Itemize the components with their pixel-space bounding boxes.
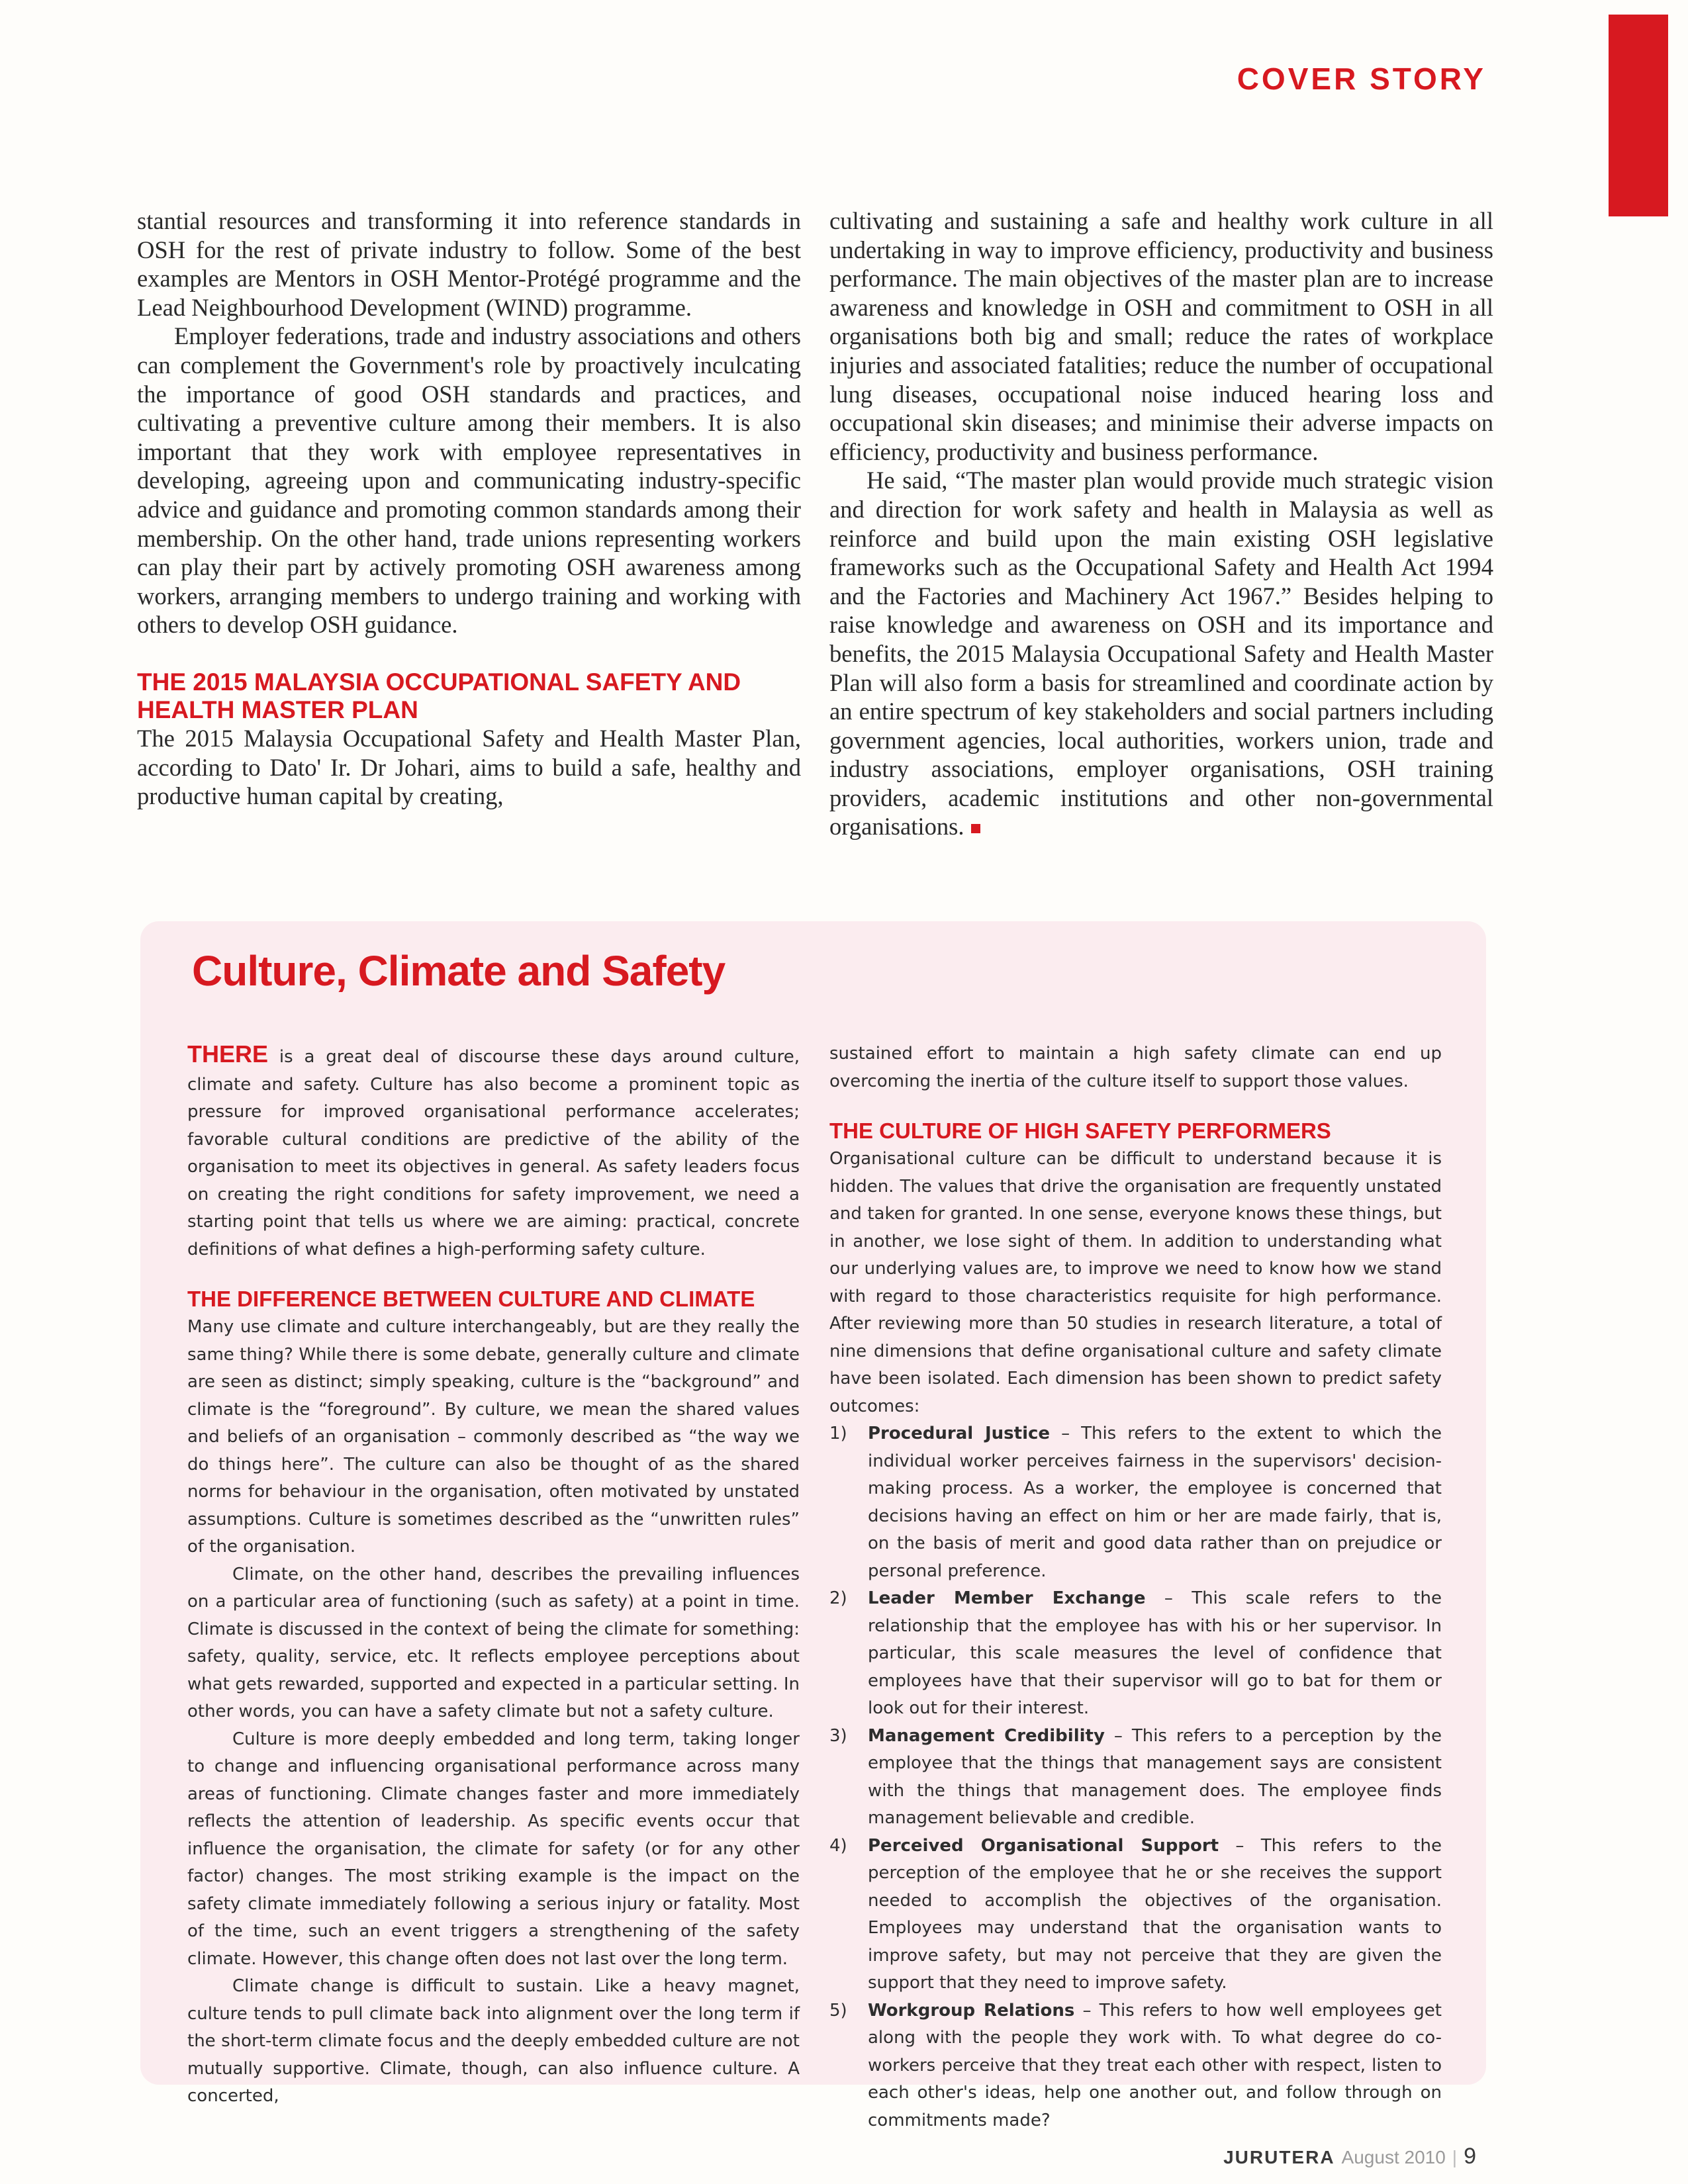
sidebar-column-left (187, 1040, 800, 2111)
article-subheading: THE 2015 MALAYSIA OCCUPATIONAL SAFETY AND HEALTH MASTER PLAN (137, 668, 741, 723)
sidebar-lead-word: THERE (187, 1040, 269, 1068)
dimension-number: 5) (829, 2000, 847, 2021)
sidebar-intro (187, 1040, 800, 1263)
dimension-body (868, 1997, 1442, 2135)
dimension-body (868, 1585, 1442, 1723)
dimension-text: – This scale refers to the relationship that the employee has with his or her supervisor. In particular, this scale measures the level of confidence that employees have that their supervisor will go to bat for them or look out for their interest. (868, 1588, 1442, 1718)
dimension-text: – This refers to the perception of the employee that he or she receives the support needed to accomplish the objectives of the organisation. Employees may understand that the organisation wants to improve safety, but may not perceive that they are given the support that they need to improve safety. (868, 1835, 1442, 1993)
dimension-number: 1) (829, 1424, 847, 1443)
sidebar-heading-difference: THE DIFFERENCE BETWEEN CULTURE AND CLIMATE (187, 1287, 755, 1311)
sidebar-intro-text: is a great deal of discourse these days around culture, climate and safety. Culture has also become a prominent topic as pressure for improved organisational performance accelerates; favorable cultural conditions are predictive of the ability of the organisation to meet its objectives in general. As safety leaders focus on creating the right conditions for safety improvement, we need a starting point that tells us where we are aiming: practical, concrete definitions of what defines a high-performing safety culture. (187, 1047, 800, 1259)
article-column-right (829, 206, 1493, 841)
dimension-number: 3) (829, 1725, 847, 1746)
dimension-item (829, 1723, 1442, 1833)
sidebar-paragraph: Organisational culture can be difficult to understand because it is hidden. The values that drive the organisation are frequently unstated and taken for granted. In one sense, everyone knows these things, but in another, we lose sight of them. In addition to understanding what our underlying values are, to improve we need to know how we stand with regard to those characteristics requisite for high performance. After reviewing more than 50 studies in research literature, a total of nine dimensions that define organisational culture and safety climate have been isolated. Each dimension has been shown to predict safety outcomes: (829, 1149, 1442, 1416)
dimension-body (868, 1833, 1442, 1997)
dimension-text: – This refers to a perception by the employee that the things that management says are consistent with the things that management does. The employee finds management believable and credible. (868, 1725, 1442, 1828)
sidebar-paragraph: sustained effort to maintain a high safety climate can end up overcoming the inertia of the culture itself to support those values. (829, 1044, 1442, 1091)
end-of-article-mark (971, 824, 980, 833)
dimension-item (829, 1997, 1442, 2135)
page-number: 9 (1464, 2144, 1476, 2169)
dimension-item (829, 1420, 1442, 1585)
dimension-number: 2) (829, 1588, 847, 1608)
article-paragraph: stantial resources and transforming it into reference standards in OSH for the rest of private industry to follow. Some of the best examples are Mentors in OSH Mentor-Protégé programme and the Lead Neighbourhood Development (WIND) programme. (137, 207, 801, 321)
sidebar-heading-performers: THE CULTURE OF HIGH SAFETY PERFORMERS (829, 1118, 1331, 1143)
section-color-tab (1609, 15, 1668, 216)
article-paragraph: Employer federations, trade and industry associations and others can complement the Government's role by proactively inculcating the importance of good OSH standards and practices, and cultivating a preventive culture among their members. It is also important that they work with employee representatives in developing, agreeing upon and communicating industry-specific advice and guidance and promoting common standards among their membership. On the other hand, trade unions representing workers can play their part by actively promoting OSH awareness among workers, arranging members to undergo training and working with others to develop OSH guidance. (137, 322, 801, 639)
dimension-name: Workgroup Relations (868, 2000, 1075, 2021)
dimension-text: – This refers to how well employees get along with the people they work with. To what degree do co-workers perceive that they treat each other with respect, listen to each other's ideas, help one another out, and follow through on commitments made? (868, 2000, 1442, 2130)
article-column-left (137, 206, 801, 811)
dimension-number: 4) (829, 1835, 847, 1856)
dimension-name: Procedural Justice (868, 1424, 1051, 1443)
section-label: COVER STORY (1237, 62, 1486, 96)
dimension-name: Management Credibility (868, 1725, 1105, 1746)
article-paragraph-text: He said, “The master plan would provide much strategic vision and direction for work safety and health in Malaysia as well as reinforce and build upon the main existing OSH legislative frameworks such as the Occupational Safety and Health Act 1994 and the Factories and Machinery Act 1967.” Besides helping to raise knowledge and awareness on OSH and its importance and benefits, the 2015 Malaysia Occupational Safety and Health Master Plan will also form a basis for streamlined and coordinate action by an entire spectrum of key stakeholders and social partners including government agencies, local authorities, workers union, trade and industry associations, employer organisations, OSH training providers, academic institutions and other non-governmental organisations. (829, 467, 1493, 841)
sidebar-paragraph: Culture is more deeply embedded and long term, taking longer to change and influencing organisational performance across many areas of functioning. Climate changes faster and more immediately reflects the attention of leadership. As specific events occur that influence the organisation, the climate for safety (or for any other factor) changes. The most striking example is the impact on the safety climate immediately following a serious injury or fatality. Most of the time, such an event triggers a strengthening of the safety climate. However, this change often does not last over the long term. (187, 1729, 800, 1969)
dimension-item (829, 1833, 1442, 1997)
footer-divider: | (1452, 2147, 1458, 2167)
sidebar-title: Culture, Climate and Safety (192, 947, 726, 995)
dimension-name: Perceived Organisational Support (868, 1835, 1219, 1856)
dimension-body (868, 1420, 1442, 1585)
sidebar-paragraph: Climate change is difficult to sustain. Like a heavy magnet, culture tends to pull climate back into alignment over the long term if the short-term climate focus and the deeply embedded culture are not mutually supportive. Climate, though, can also influence culture. A concerted, (187, 1976, 800, 2106)
dimension-body (868, 1723, 1442, 1833)
dimension-list (829, 1420, 1442, 2134)
sidebar-paragraph: Many use climate and culture interchangeably, but are they really the same thing? While there is some debate, generally culture and climate are seen as distinct; simply speaking, culture is the “background” and climate is the “foreground”. By culture, we mean the shared values and beliefs of an organisation – commonly described as “the way we do things here”. The culture can also be thought of as the shared norms for behaviour in the organisation, often motivated by unstated assumptions. Culture is sometimes described as the “unwritten rules” of the organisation. (187, 1317, 800, 1557)
issue-date: August 2010 (1341, 2147, 1446, 2167)
sidebar-paragraph: Climate, on the other hand, describes the prevailing influences on a particular area of functioning (such as safety) at a point in time. Climate is discussed in the context of being the climate for something: safety, quality, service, etc. It reflects employee perceptions about what gets rewarded, supported and expected in a particular setting. In other words, you can have a safety climate but not a safety culture. (187, 1564, 800, 1721)
dimension-name: Leader Member Exchange (868, 1588, 1146, 1608)
article-paragraph (829, 466, 1493, 841)
article-paragraph: cultivating and sustaining a safe and healthy work culture in all undertaking in way to improve efficiency, productivity and business performance. The main objectives of the master plan are to increase awareness and knowledge in OSH and commitment to OSH in all organisations both big and small; reduce the rates of workplace injuries and associated fatalities; reduce the number of occupational lung diseases, occupational noise induced hearing loss and occupational skin diseases; and minimise their adverse impacts on efficiency, productivity and business performance. (829, 207, 1493, 465)
sidebar-column-right (829, 1040, 1442, 2134)
dimension-text: – This refers to the extent to which the individual worker perceives fairness in the supervisors' decision-making process. As a worker, the employee is concerned that decisions having an effect on him or her are made fairly, that is, on the basis of merit and good data rather than on prejudice or personal preference. (868, 1424, 1442, 1581)
article-paragraph: The 2015 Malaysia Occupational Safety and Health Master Plan, according to Dato' Ir. Dr Johari, aims to build a safe, healthy and productive human capital by creating, (137, 724, 801, 810)
dimension-item (829, 1585, 1442, 1723)
page-footer (1223, 2144, 1476, 2169)
magazine-name: JURUTERA (1223, 2147, 1335, 2167)
